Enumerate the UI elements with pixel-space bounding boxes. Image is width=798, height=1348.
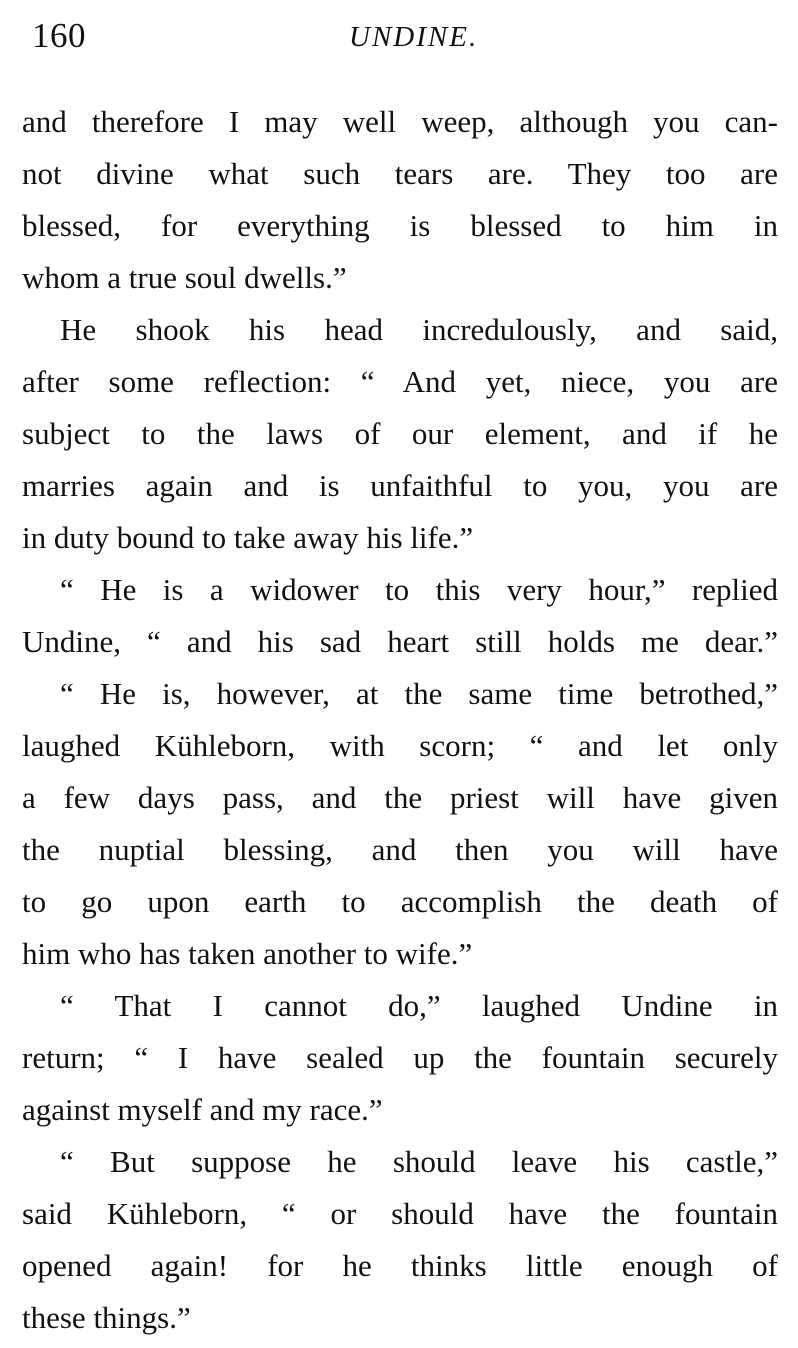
text-line: said Kühleborn, “ or should have the fountain — [22, 1196, 778, 1231]
text-line: He shook his head incredulously, and said, — [60, 312, 778, 347]
text-line: Undine, “ and his sad heart still holds me dear.” — [22, 624, 778, 659]
text-line: the nuptial blessing, and then you will have — [22, 832, 778, 867]
text-line: to go upon earth to accomplish the death of — [22, 884, 778, 919]
page-number: 160 — [32, 16, 86, 55]
text-line: whom a true soul dwells.” — [22, 260, 347, 295]
body-text — [22, 96, 778, 1344]
text-line: him who has taken another to wife.” — [22, 936, 473, 971]
text-line: “ That I cannot do,” laughed Undine in — [60, 988, 778, 1023]
text-line: laughed Kühleborn, with scorn; “ and let only — [22, 728, 778, 763]
text-line: “ But suppose he should leave his castle,” — [60, 1144, 778, 1179]
running-title: UNDINE. — [349, 21, 479, 53]
text-line: blessed, for everything is blessed to him in — [22, 208, 778, 243]
text-line: opened again! for he thinks little enough of — [22, 1248, 778, 1283]
text-line: in duty bound to take away his life.” — [22, 520, 474, 555]
text-line: not divine what such tears are. They too are — [22, 156, 778, 191]
text-line: a few days pass, and the priest will have given — [22, 780, 778, 815]
text-line: after some reflection: “ And yet, niece, you are — [22, 364, 778, 399]
text-line: against myself and my race.” — [22, 1092, 383, 1127]
text-line: subject to the laws of our element, and if he — [22, 416, 778, 451]
page-header — [24, 14, 784, 62]
text-line: marries again and is unfaithful to you, you are — [22, 468, 778, 503]
text-line: these things.” — [22, 1300, 191, 1335]
text-line: “ He is a widower to this very hour,” replied — [60, 572, 778, 607]
text-line: “ He is, however, at the same time betrothed,” — [60, 676, 778, 711]
text-line: return; “ I have sealed up the fountain securely — [22, 1040, 778, 1075]
text-line: and therefore I may well weep, although you can- — [22, 104, 778, 139]
